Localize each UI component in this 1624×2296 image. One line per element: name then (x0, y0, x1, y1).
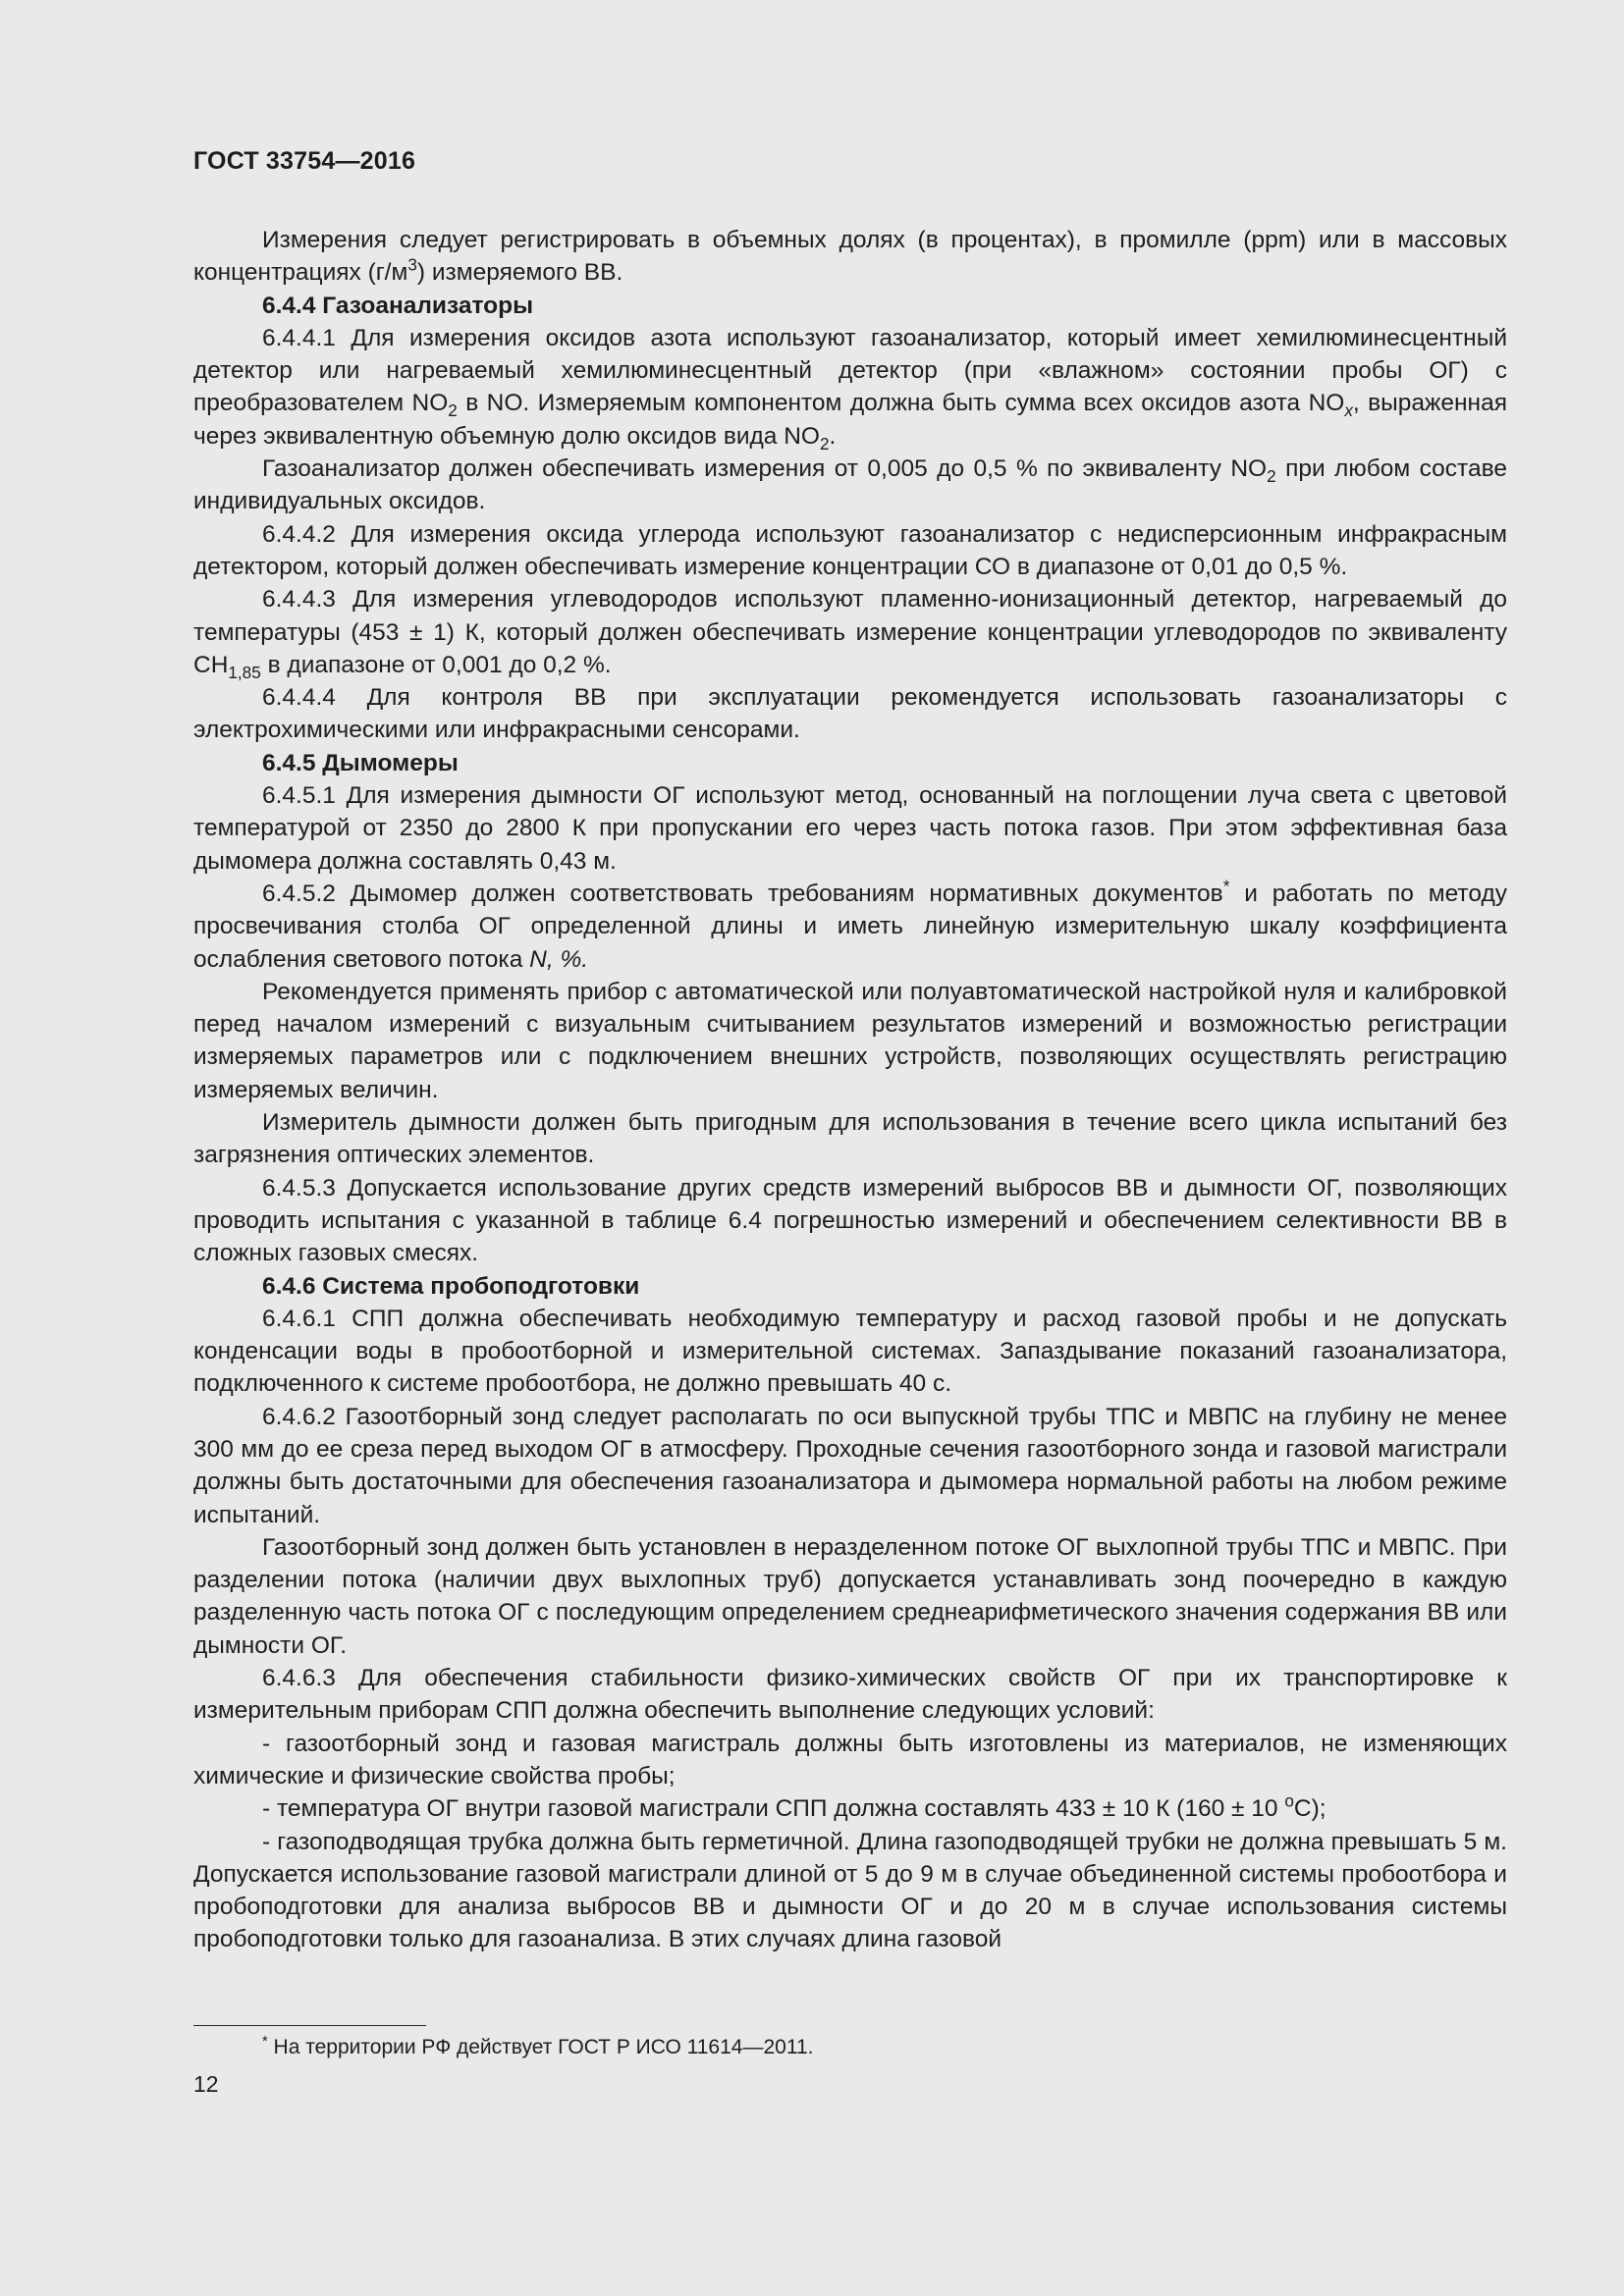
paragraph (193, 1728, 1507, 1793)
paragraph (193, 1662, 1507, 1728)
text-run: ) измеряемого ВВ. (416, 259, 623, 287)
text-run: в диапазоне от 0,001 до 0,2 %. (260, 651, 612, 678)
text-run: - газоподводящая трубка должна быть герметичной. Длина газоподводящей трубки не должна превышать 5 м. Допускается использование газовой магистрали длиной от 5 до 9 м в случае объединенной системы пробоотбора и пробоподготовки для анализа выбросов ВВ и дымности ОГ и до 20 м в случае использования системы пробоподготовки только для газоанализа. В этих случаях длина газовой (193, 1828, 1507, 1953)
paragraph (193, 1172, 1507, 1270)
text-sup: * (1222, 876, 1230, 896)
paragraph (193, 1792, 1507, 1825)
text-run: 6.4.4 Газоанализаторы (262, 292, 534, 319)
text-sub: 1,85 (228, 662, 261, 682)
paragraph (193, 976, 1507, 1106)
paragraph (193, 1401, 1507, 1531)
section-heading (193, 290, 1507, 322)
text-sub: 2 (820, 433, 830, 454)
footnote-divider (193, 2025, 426, 2026)
text-run: - температура ОГ внутри газовой магистрали СПП должна составлять 433 ± 10 К (160 ± 10 (262, 1795, 1285, 1823)
text-run: - газоотборный зонд и газовая магистраль должны быть изготовлены из материалов, не изменяющих химические и физические свойства пробы; (193, 1730, 1507, 1789)
document-body (193, 224, 1507, 1956)
text-run: , выраженная через эквивалентную объемную долю оксидов вида NO (193, 390, 1507, 450)
text-run: 6.4.4.1 Для измерения оксидов азота используют газоанализатор, который имеет хемилюминесцентный детектор или нагреваемый хемилюминесцентный детектор (при «влажном» состоянии пробы ОГ) с преобразователем NO (193, 324, 1507, 417)
paragraph (193, 224, 1507, 290)
text-run: Измеритель дымности должен быть пригодным для использования в течение всего цикла испытаний без загрязнения оптических элементов. (193, 1109, 1507, 1169)
paragraph (193, 681, 1507, 747)
text-run: 6.4.6.2 Газоотборный зонд следует располагать по оси выпускной трубы ТПС и МВПС на глубину не менее 300 мм до ее среза перед выходом ОГ в атмосферу. Проходные сечения газоотборного зонда и газовой магистрали должны быть достаточными для обеспечения газоанализатора и дымомера нормальной работы на любом режиме испытаний. (193, 1403, 1507, 1528)
text-run: 6.4.6 Система пробоподготовки (262, 1272, 640, 1300)
paragraph (193, 453, 1507, 518)
text-sub: 2 (1267, 466, 1276, 487)
text-run: 6.4.4.3 Для измерения углеводородов используют пламенно-ионизационный детектор, нагреваемый до температуры (453 ± 1) К, который должен обеспечивать измерение концентрации углеводородов по эквиваленту СН (193, 586, 1507, 678)
paragraph (193, 518, 1507, 584)
text-run: Измерения следует регистрировать в объемных долях (в процентах), в промилле (ppm) или в массовых концентрациях (г/м (193, 227, 1507, 287)
text-sup: о (1284, 1790, 1294, 1811)
footnote (262, 2034, 813, 2061)
footnote-text: На территории РФ действует ГОСТ Р ИСО 11614—2011. (267, 2036, 814, 2058)
text-run: в NO. Измеряемым компонентом должна быть сумма всех оксидов азота NO (457, 390, 1345, 417)
text-run: 6.4.5 Дымомеры (262, 749, 459, 776)
text-subi: x (1344, 400, 1353, 421)
paragraph (193, 583, 1507, 681)
text-run: 6.4.6.1 СПП должна обеспечивать необходимую температуру и расход газовой пробы и не допускать конденсации воды в пробоотборной и измерительной системах. Запаздывание показаний газоанализатора, подключенного к системе пробоотбора, не должно превышать 40 с. (193, 1305, 1507, 1398)
section-heading (193, 1270, 1507, 1303)
text-run: и работать по методу просвечивания столба ОГ определенной длины и иметь линейную измерительную шкалу коэффициента ослабления светового потока (193, 880, 1507, 973)
text-run: 6.4.4.4 Для контроля ВВ при эксплуатации рекомендуется использовать газоанализаторы с электрохимическими или инфракрасными сенсорами. (193, 684, 1507, 744)
page-number: 12 (193, 2071, 219, 2097)
text-run: . (829, 422, 837, 450)
paragraph (193, 1106, 1507, 1172)
paragraph (193, 878, 1507, 976)
text-run: 6.4.4.2 Для измерения оксида углерода используют газоанализатор с недисперсионным инфракрасным детектором, который должен обеспечивать измерение концентрации СО в диапазоне от 0,01 до 0,5 %. (193, 520, 1507, 580)
text-run: Рекомендуется применять прибор с автоматической или полуавтоматической настройкой нуля и калибровкой перед началом измерений с визуальным считыванием результатов измерений и возможностью регистрации измеряемых параметров или с подключением внешних устройств, позволяющих осуществлять регистрацию измеряемых величин. (193, 978, 1507, 1103)
paragraph (193, 1826, 1507, 1956)
paragraph (193, 322, 1507, 453)
section-heading (193, 747, 1507, 779)
paragraph (193, 779, 1507, 878)
paragraph (193, 1531, 1507, 1662)
footnote-mark: * (262, 2033, 268, 2050)
text-run: 6.4.5.3 Допускается использование других средств измерений выбросов ВВ и дымности ОГ, позволяющих проводить испытания с указанной в таблице 6.4 погрешностью измерений и обеспечением селективности ВВ в сложных газовых смесях. (193, 1174, 1507, 1267)
text-run: Газоанализатор должен обеспечивать измерения от 0,005 до 0,5 % по эквиваленту NO (262, 455, 1268, 483)
text-run: при любом составе индивидуальных оксидов. (193, 455, 1507, 515)
paragraph (193, 1303, 1507, 1401)
document-header: ГОСТ 33754—2016 (193, 147, 416, 175)
text-sup: 3 (407, 254, 417, 275)
text-sub: 2 (448, 400, 458, 421)
text-run: Газоотборный зонд должен быть установлен в неразделенном потоке ОГ выхлопной трубы ТПС и МВПС. При разделении потока (наличии двух выхлопных труб) допускается устанавливать зонд поочередно в каждую разделенную часть потока ОГ с последующим определением среднеарифметического значения содержания ВВ или дымности ОГ. (193, 1533, 1507, 1659)
text-run: 6.4.5.1 Для измерения дымности ОГ используют метод, основанный на поглощении луча света с цветовой температурой от 2350 до 2800 К при пропускании его через часть потока газов. При этом эффективная база дымомера должна составлять 0,43 м. (193, 782, 1507, 875)
text-run: 6.4.5.2 Дымомер должен соответствовать требованиям нормативных документов (262, 880, 1223, 907)
text-run: С); (1293, 1795, 1326, 1823)
text-run: 6.4.6.3 Для обеспечения стабильности физико-химических свойств ОГ при их транспортировке к измерительным приборам СПП должна обеспечить выполнение следующих условий: (193, 1665, 1507, 1725)
text-i: N, %. (529, 945, 589, 973)
